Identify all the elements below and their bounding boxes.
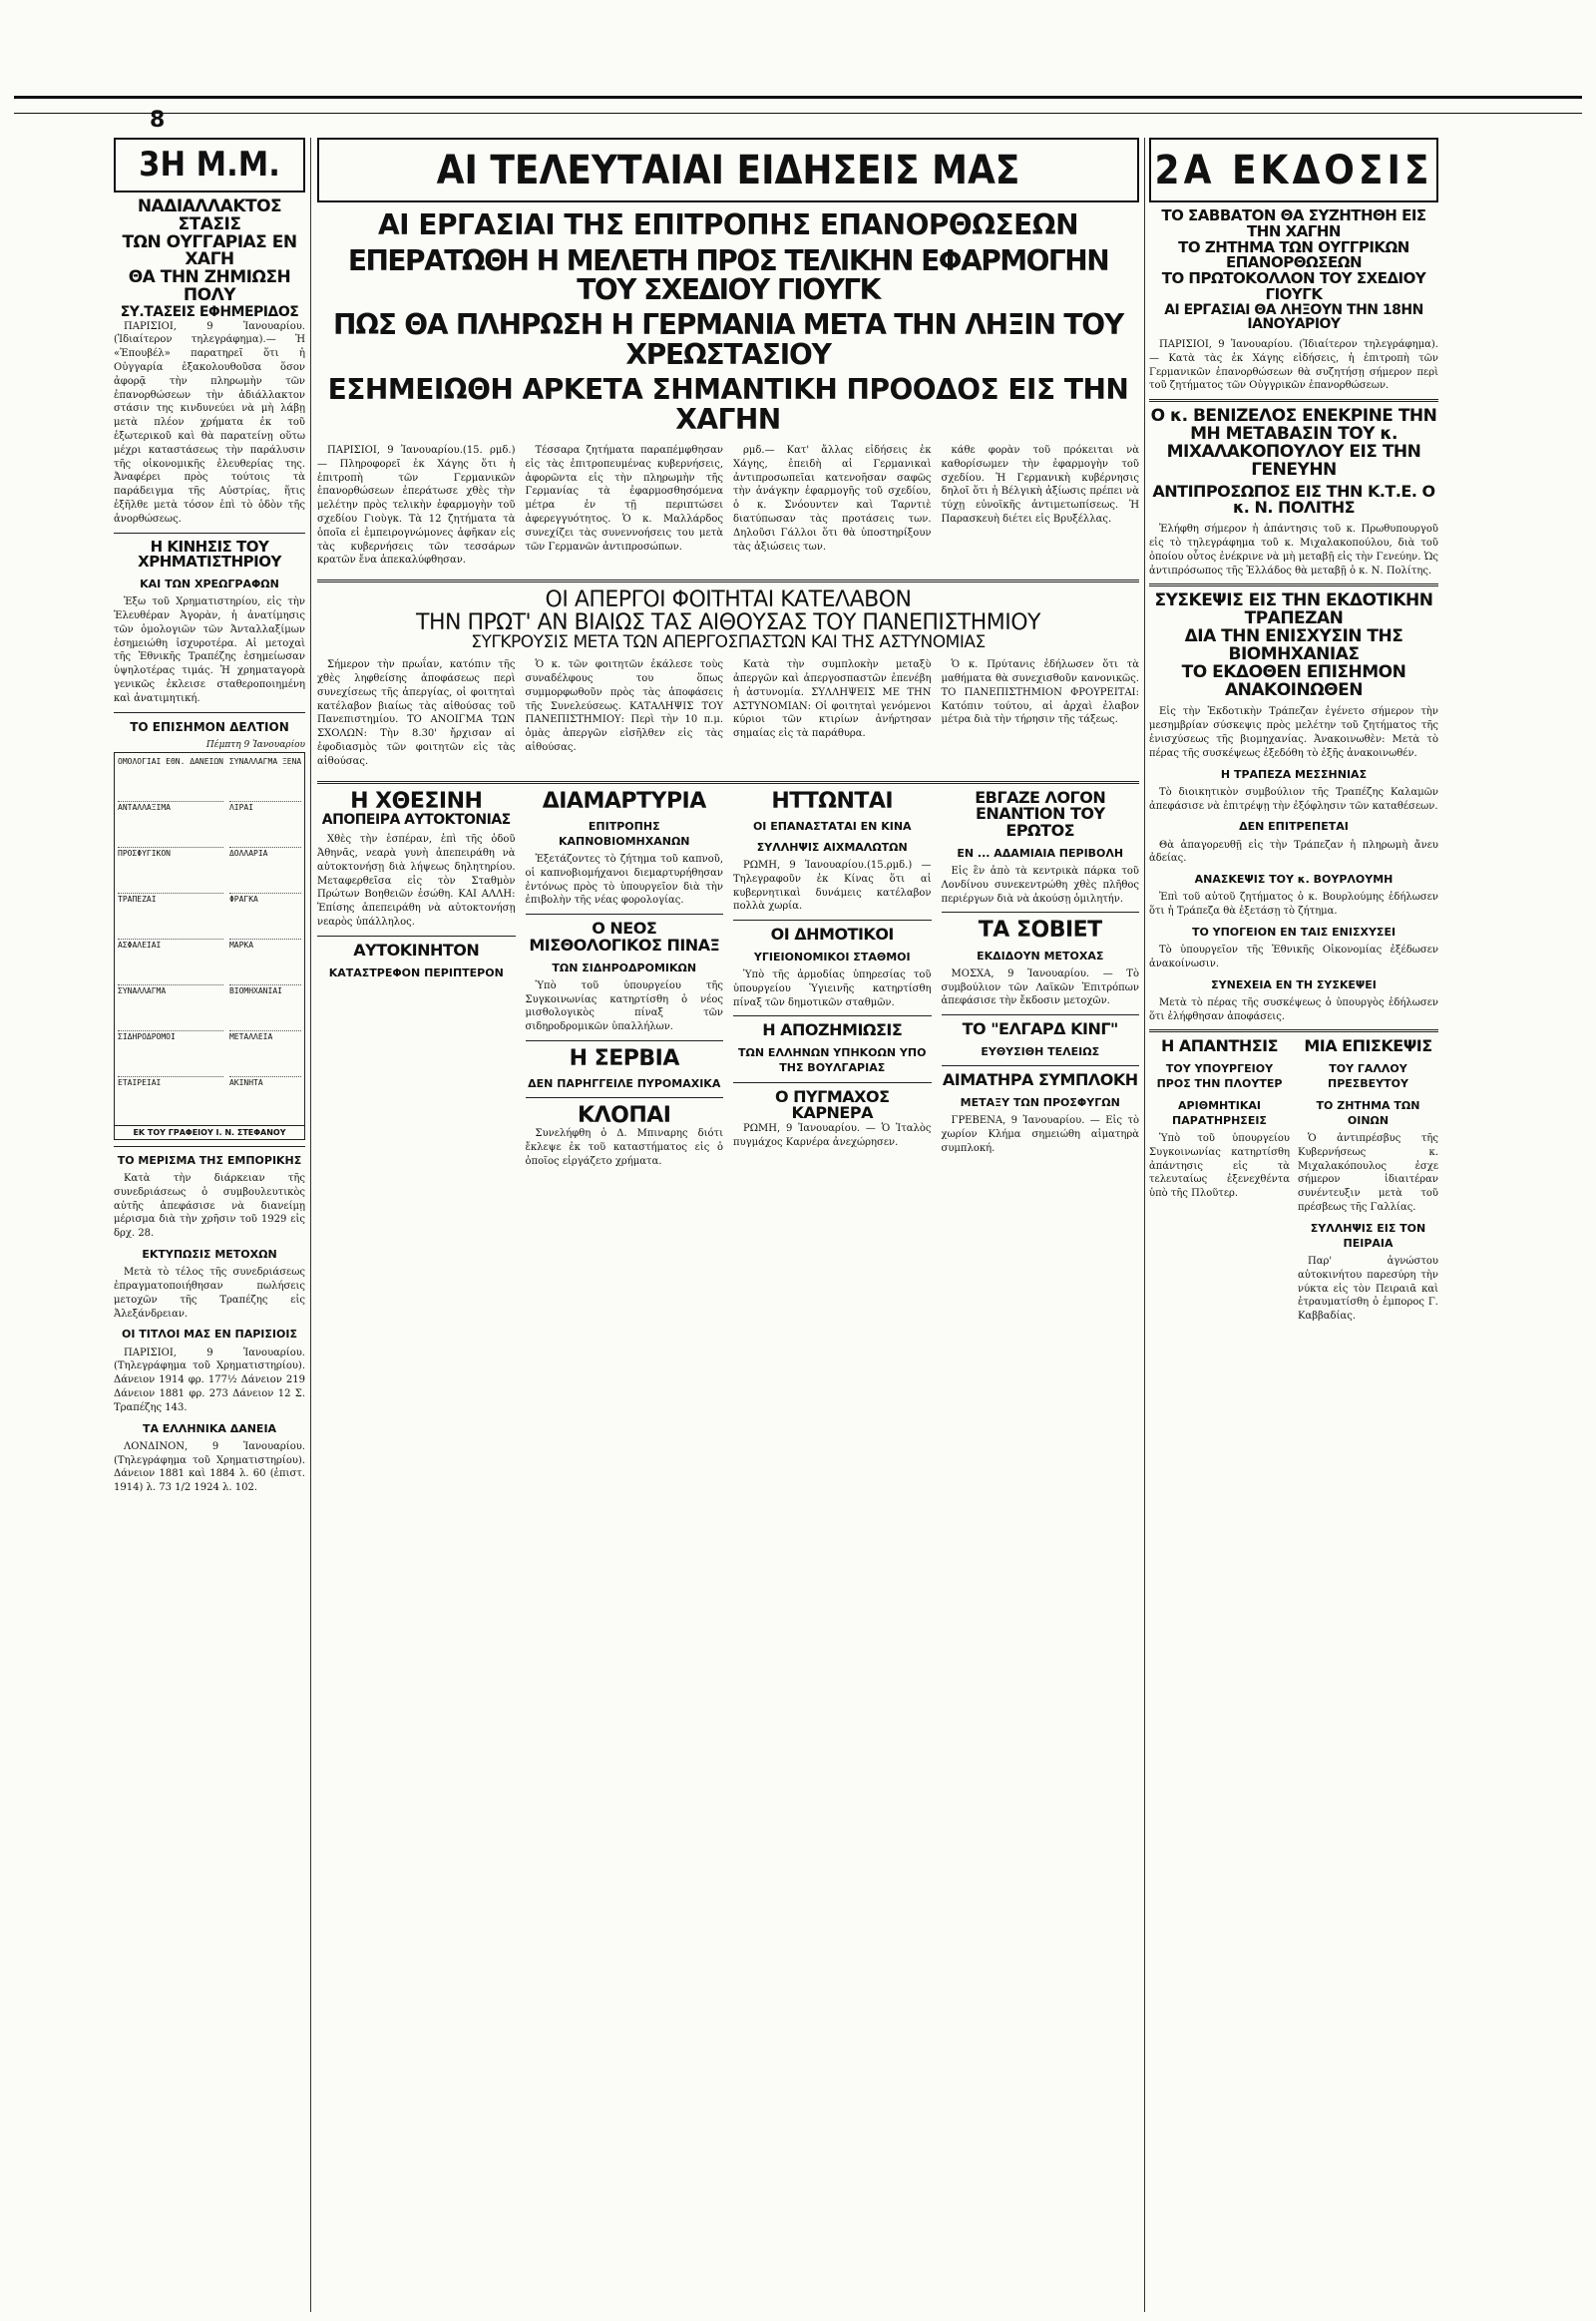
headline-line: ΝΑΔΙΑΛΛΑΚΤΟΣ ΣΤΑΣΙΣ — [137, 195, 282, 234]
right-text: Ἐπὶ τοῦ αὐτοῦ ζητήματος ὁ κ. Βουρλούμης ἐδήλωσεν ὅτι ἡ Τράπεζα θὰ ἐξετάσῃ τὸ ζήτημα. — [1149, 892, 1438, 918]
bulletin-row: ΟΜΟΛΟΓΙΑΙ ΕΘΝ. ΔΑΝΕΙΩΝ — [118, 756, 223, 766]
main-column — [317, 138, 1139, 1175]
article-column: ΠΑΡΙΣΙΟΙ, 9 Ἰανουαρίου.(15. ρμδ.) — Πληροφορεῖ ἐκ Χάγης ὅτι ἡ ἐπιτροπὴ τῶν Γερμανικῶν ἐπανορθώσεων ἐπεράτωσε χθὲς τὴν μελέτην πρὸς τελικὴν ἐφαρμογὴν τοῦ σχεδίου Γιοὺγκ. Τὰ 12 ζητήματα τὰ ὁποῖα εἰ ἐμπειρογνώμονες ἀφῆκαν εἰς τὰς κυβερνήσεις τῶν τεσσάρων κρατῶν ἔνα ἀπεκαλύφθησαν. — [317, 444, 516, 567]
story-reply — [1149, 1038, 1290, 1330]
section-title: ΤΟ ΜΕΡΙΣΜΑ ΤΗΣ ΕΜΠΟΡΙΚΗΣ — [117, 1153, 302, 1167]
story-subtitle: ΕΠΙΤΡΟΠΗΣ ΚΑΠΝΟΒΙΟΜΗΧΑΝΩΝ — [558, 819, 690, 848]
bulletin-table — [114, 752, 305, 1126]
bulletin-col-1 — [118, 756, 223, 1122]
story-text: Ὑπὸ τοῦ ὑπουργείου τῆς Συγκοινωνίας κατηρτίσθη ὁ νέος μισθολογικὸς πίναξ τῶν σιδηροδρομικῶν ὑπαλλήλων. — [525, 979, 723, 1033]
headline-line: ΘΑ ΤΗΝ ΖΗΜΙΩΣΗ ΠΟΛΥ — [128, 267, 291, 306]
bulletin-row: ΑΚΙΝΗΤΑ — [228, 1077, 263, 1087]
story-text: Ἐξετάζοντες τὸ ζήτημα τοῦ καπνοῦ, οἱ καπνοβιομήχανοι διεμαρτυρήθησαν ἐντόνως πρὸς τὸ ὑπουργεῖον διὰ τὴν ἐπιβολὴν τῆς νέας φορολογίας. — [525, 853, 723, 907]
bulletin-row: ΛΙΡΑΙ — [228, 802, 254, 812]
story-text: Ὁ ἀντιπρέσβυς τῆς Κυβερνήσεως κ. Μιχαλακόπουλος ἐσχε σήμερον ἰδιαιτέραν συνέντευξιν μετὰ τοῦ πρέσβεως τῆς Γαλλίας. — [1298, 1132, 1438, 1213]
story-text: Ὑπὸ τοῦ ὑπουργείου Συγκοινωνίας κατηρτίσθη ἀπάντησις εἰς τὰ τελευταίως ἐξενεχθέντα ὑπὸ τῆς Πλοῦτερ. — [1149, 1132, 1290, 1200]
right-headline: ΤΟ ΖΗΤΗΜΑ ΤΩΝ ΟΥΓΓΡΙΚΩΝ ΕΠΑΝΟΡΘΩΣΕΩΝ — [1178, 237, 1409, 272]
right-text: Τὸ διοικητικὸν συμβούλιον τῆς Τραπέζης Καλαμῶν ἀπεφάσισε νὰ ἐπιτρέψῃ τὴν ἐξόφλησιν τῶν καταθέσεων. — [1149, 786, 1438, 812]
story-text: ΡΩΜΗ, 9 Ἰανουαρίου. — Ὁ Ἰταλὸς πυγμάχος Καρνέρα ἀνεχώρησεν. — [733, 1123, 932, 1149]
story-title: ΤΟ "ΕΛΓΑΡΔ ΚΙΝΓ" — [962, 1019, 1118, 1039]
story-title: ΗΤΤΩΝΤΑΙ — [771, 788, 894, 814]
right-subhead: ΤΟ ΥΠΟΓΕΙΟΝ ΕΝ ΤΑΙΣ ΕΝΙΣΧΥΣΕΙ — [1191, 925, 1396, 939]
section-text: Ἐξω τοῦ Χρηματιστηρίου, εἰς τὴν Ἐλευθέραν Ἀγορὰν, ἡ ἀνατίμησις τῶν ὁμολογιῶν τῶν Ἀνταλλαξίμων ἐσημειώθη ἰσχυροτέρα. Αἱ μετοχαὶ τῆς Ἐθνικῆς Τραπέζης ἐσημείωσαν ὑψηλοτέρας τιμάς. Ἡ χρηματαγορὰ γενικῶς ἐκλεισε σταθεροποιημένη καὶ ἀνατιμητική. — [114, 596, 305, 704]
bulletin-row: ΦΡΑΓΚΑ — [228, 894, 258, 904]
bulletin-row: ΠΡΟΣΦΥΓΙΚΟΝ — [118, 848, 171, 858]
article-column: Ὁ κ. Πρύτανις ἐδήλωσεν ὅτι τὰ μαθήματα θὰ συνεχισθοῦν κανονικῶς. ΤΟ ΠΑΝΕΠΙΣΤΗΜΙΟΝ ΦΡΟΥΡΕΙΤΑΙ: Κατόπιν τούτου, αἱ ἀρχαὶ ἐλαβον μέτρα διὰ τὴν τήρησιν τῆς τάξεως. — [941, 659, 1139, 726]
right-bottom-stories — [1149, 1038, 1438, 1330]
article-column: ρμδ.— Κατ' ἄλλας εἰδήσεις ἐκ Χάγης, ἐπειδὴ αἱ Γερμανικαὶ ἀντιπροσωπεῖαι κατενοῆσαν σαφῶς τὴν ἀνάγκην ἐφαρμογῆς τοῦ σχεδίου, ὁ κ. Σνόουντεν καὶ Ταρντιὲ διατύπωσαν τὰς προτάσεις των. Δηλοῦσι Γάλλοι ὅτι θὰ ὑποστηρίξουν τὰς ἀξιώσεις των. — [733, 444, 932, 553]
page-number: 8 — [150, 108, 166, 133]
main-headline-4: ΕΣΗΜΕΙΩΘΗ ΑΡΚΕΤΑ ΣΗΜΑΝΤΙΚΗ ΠΡΟΟΔΟΣ ΕΙΣ ΤΗΝ ΧΑΓΗΝ — [327, 373, 1129, 436]
right-subhead: Η ΤΡΑΠΕΖΑ ΜΕΣΣΗΝΙΑΣ — [1220, 767, 1368, 781]
story-subtitle: ΤΟ ΖΗΤΗΜΑ ΤΩΝ ΟΙΝΩΝ — [1316, 1098, 1420, 1127]
bottom-stories — [317, 787, 1139, 1175]
story-subtitle: ΤΟΥ ΓΑΛΛΟΥ ΠΡΕΣΒΕΥΤΟΥ — [1328, 1062, 1408, 1091]
bulletin-row: ΑΣΦΑΛΕΙΑΙ — [118, 940, 162, 950]
section-title: ΤΑ ΕΛΛΗΝΙΚΑ ΔΑΝΕΙΑ — [142, 1421, 277, 1435]
article-column: Ὁ κ. τῶν φοιτητῶν ἐκάλεσε τοὺς συναδέλφους του ὅπως συμμορφωθοῦν πρὸς τὰς ἀποφάσεις τῆς Συνελεύσεως. ΚΑΤΑΛΗΨΙΣ ΤΟΥ ΠΑΝΕΠΙΣΤΗΜΙΟΥ: Περὶ τὴν 10 π.μ. ὁμὰς ἀπεργῶν εἰσῆλθεν εἰς τὰς αἰθούσας. — [525, 659, 723, 753]
article-column: κάθε φορὰν τοῦ πρόκειται νὰ καθορίσωμεν τὴν ἐφαρμογὴν τοῦ σχεδίου. Ἡ Γερμανικὴ κυβέρνησις δηλοῖ ὅτι ἡ Βέλγικὴ ἀξίωσις πρέπει νὰ τύχῃ εὐνοϊκῆς ἀντιμετωπίσεως. Ἡ Παρασκευὴ διέτει εἰς Βρυξέλλας. — [941, 444, 1139, 525]
story-subtitle: ΑΡΙΘΜΗΤΙΚΑΙ ΠΑΡΑΤΗΡΗΣΕΙΣ — [1172, 1098, 1267, 1127]
column-divider — [1144, 138, 1145, 2312]
bulletin-row: ΕΤΑΙΡΕΙΑΙ — [118, 1077, 162, 1087]
headline-line: ΤΩΝ ΟΥΓΓΑΡΙΑΣ ΕΝ ΧΑΓΗ — [122, 231, 297, 270]
right-text: Μετὰ τὸ πέρας τῆς συσκέψεως ὁ ὑπουργὸς ἐδήλωσεν ὅτι ἐλήφθησαν ἀποφάσεις. — [1149, 996, 1438, 1022]
strike-headline-3: ΣΥΓΚΡΟΥΣΙΣ ΜΕΤΑ ΤΩΝ ΑΠΕΡΓΟΣΠΑΣΤΩΝ ΚΑΙ ΤΗΣ ΑΣΤΥΝΟΜΙΑΣ — [471, 632, 986, 653]
story-text: Χθὲς τὴν ἑσπέραν, ἐπὶ τῆς ὁδοῦ Ἀθηνᾶς, νεαρὰ γυνὴ ἀπεπειράθη νὰ αὐτοκτονήσῃ διὰ λήψεως δηλητηρίου. Μεταφερθεῖσα εἰς τὸν Σταθμὸν Πρώτων Βοηθειῶν ἐσώθη. ΚΑΙ ΑΛΛΗ: Ἐπίσης ἀπεπειράθη νὰ αὐτοκτονήσῃ νεαρὸς ὑπάλληλος. — [317, 834, 516, 929]
section-text: ΠΑΡΙΣΙΟΙ, 9 Ἰανουαρίου. (Τηλεγράφημα τοῦ Χρηματιστηρίου). Δάνειον 1914 φρ. 177½ Δάνειον 219 Δάνειον 1881 φρ. 273 Δάνειον 12 Σ. Τραπέζης 143. — [114, 1347, 305, 1413]
bulletin-row: ΔΟΛΛΑΡΙΑ — [228, 848, 268, 858]
section-subtitle: ΚΑΙ ΤΩΝ ΧΡΕΩΓΡΑΦΩΝ — [140, 578, 279, 591]
section-text: Κατὰ τὴν διάρκειαν τῆς συνεδριάσεως ὁ συμβουλευτικὸς αὐτῆς ἀπεφάσισε νὰ διανείμῃ μέρισμα διὰ τὴν χρῆσιν τοῦ 1929 εἰς δρχ. 28. — [114, 1173, 305, 1240]
story-title: Η ΣΕΡΒΙΑ — [569, 1046, 679, 1072]
story-subtitle: ΤΩΝ ΣΙΔΗΡΟΔΡΟΜΙΚΩΝ — [552, 961, 697, 974]
story-subtitle: ΕΥΘΥΣΙΘΗ ΤΕΛΕΙΩΣ — [981, 1044, 1100, 1058]
main-headline-2: ΕΠΕΡΑΤΩΘΗ Η ΜΕΛΕΤΗ ΠΡΟΣ ΤΕΛΙΚΗΝ ΕΦΑΡΜΟΓΗΝ ΤΟΥ ΣΧΕΔΙΟΥ ΓΙΟΥΓΚ — [347, 243, 1109, 306]
story-subtitle: ΟΙ ΕΠΑΝΑΣΤΑΤΑΙ ΕΝ ΚΙΝΑ — [752, 819, 912, 833]
right-text: Θὰ ἀπαγορευθῇ εἰς τὴν Τράπεζαν ἡ πληρωμὴ ἄνευ ἀδείας. — [1149, 839, 1438, 865]
right-subhead: ΣΥΝΕΧΕΙΑ ΕΝ ΤΗ ΣΥΣΚΕΨΕΙ — [1211, 977, 1377, 991]
story-text: ΡΩΜΗ, 9 Ἰανουαρίου.(15.ρμδ.) — Τηλεγραφοῦν ἐκ Κίνας ὅτι αἱ κυβερνητικαὶ δυνάμεις κατέλαβον πολλὰ χωρία. — [733, 859, 932, 913]
story-subtitle: ΥΓΙΕΙΟΝΟΜΙΚΟΙ ΣΤΑΘΜΟΙ — [753, 950, 911, 964]
section-text: Μετὰ τὸ τέλος τῆς συνεδριάσεως ἐπραγματοποιήθησαν πωλήσεις μετοχῶν τῆς Τραπέζης εἰς Ἀλεξάνδρειαν. — [114, 1267, 305, 1320]
bulletin-row: ΜΕΤΑΛΛΕΙΑ — [228, 1031, 273, 1041]
right-headline: ΑΙ ΕΡΓΑΣΙΑΙ ΘΑ ΛΗΞΟΥΝ ΤΗΝ 18ΗΝ ΙΑΝΟΥΑΡΙΟΥ — [1164, 301, 1423, 333]
story-speech — [941, 787, 1140, 1175]
section-title: Η ΚΙΝΗΣΙΣ ΤΟΥ ΧΡΗΜΑΤΙΣΤΗΡΙΟΥ — [138, 537, 281, 572]
strike-headline-2: ΤΗΝ ΠΡΩΤ' ΑΝ ΒΙΑΙΩΣ ΤΑΣ ΑΙΘΟΥΣΑΣ ΤΟΥ ΠΑΝΕΠΙΣΤΗΜΙΟΥ — [416, 610, 1040, 636]
story-title: ΤΑ ΣΟΒΙΕΤ — [978, 918, 1102, 944]
left-headline — [114, 195, 305, 320]
article-column: Κατὰ τὴν συμπλοκὴν μεταξὺ ἀπεργῶν καὶ ἀπεργοσπαστῶν ἐπενέβη ἡ ἀστυνομία. ΣΥΛΛΗΨΕΙΣ ΜΕ ΤΗΝ ΑΣΤΥΝΟΜΙΑΝ: Οἱ φοιτηταὶ γενόμενοι κύριοι τῶν κτιρίων ἀνήρτησαν σημαίας εἰς τὰ παράθυρα. — [733, 659, 932, 740]
story-visit — [1298, 1038, 1438, 1330]
story-text: Ὑπὸ τῆς ἀρμοδίας ὑπηρεσίας τοῦ ὑπουργείου Ὑγιεινῆς κατηρτίσθη πίναξ τῶν δημοτικῶν σταθμῶν. — [733, 969, 932, 1008]
right-text: Ἐλήφθη σήμερον ἡ ἀπάντησις τοῦ κ. Πρωθυπουργοῦ εἰς τὸ τηλεγράφημα τοῦ κ. Μιχαλακοπούλου, διὰ τοῦ ὁποίου οὗτος ἐνέκρινε νὰ μὴ μεταβῇ εἰς τὴν Γενεύην. Ὡς ἀντιπρόσωπος τῆς Ἑλλάδος θὰ μεταβῇ ὁ κ. Ν. Πολίτης. — [1149, 524, 1438, 577]
right-column — [1149, 138, 1438, 1330]
story-title: ΚΛΟΠΑΙ — [578, 1103, 671, 1129]
story-title: Η ΑΠΑΝΤΗΣΙΣ — [1160, 1036, 1279, 1056]
story-title: Η ΑΠΟΖΗΜΙΩΣΙΣ — [762, 1020, 903, 1040]
strike-article — [317, 658, 1139, 774]
story-subtitle: ΑΠΟΠΕΙΡΑ ΑΥΤΟΚΤΟΝΙΑΣ — [321, 811, 511, 828]
bulletin-row: ΑΝΤΑΛΛΑΞΙΜΑ — [118, 802, 171, 812]
story-title: Ο ΠΥΓΜΑΧΟΣ ΚΑΡΝΕΡΑ — [774, 1086, 890, 1123]
left-lead-text: ΠΑΡΙΣΙΟΙ, 9 Ἰανουαρίου. (Ἰδιαίτερον τηλεγράφημα).— Ἡ «Ἐπουβέλ» παρατηρεῖ ὅτι ἡ Οὐγγαρία ἐξακολουθοῦσα ὅσον ἀφορᾷ τὴν πληρωμὴν τῶν ἐπανορθώσεων τὴν ἀδιάλλακτον στάσιν της κινδυνεύει νὰ μὴ λάβῃ μετὰ πλέον χρήματα ἐκ τοῦ ἐξωτερικοῦ καὶ θὰ παρατείνῃ οὕτω μέχρι καταστάσεως τὴν παράλυσιν τῆς οἰκονομικῆς ἐλευθερίας της. Ἀναφέρει πρὸς τούτοις τὰ παράδειγμα τῆς Αὐστρίας, ἥτις ἐξῆλθε μετὰ τόσον ἐπὶ τὸ ὁδὸν τῆς ἀνορθώσεως. — [114, 320, 305, 525]
bulletin-row: ΤΡΑΠΕΖΑΙ — [118, 894, 157, 904]
strike-headline-1: ΟΙ ΑΠΕΡΓΟΙ ΦΟΙΤΗΤΑΙ ΚΑΤΕΛΑΒΟΝ — [545, 587, 912, 613]
bulletin-row: ΣΥΝΑΛΛΑΓΜΑ — [118, 985, 167, 995]
story-title: ΑΥΤΟΚΙΝΗΤΟΝ — [353, 940, 480, 960]
article-column: Τέσσαρα ζητήματα παραπέμφθησαν εἰς τὰς ἐπιτροπευμένας κυβερνήσεις, ἀφορῶντα εἰς τὴν πληρωμὴν τῆς Γερμανίας τὰ ἐφαρμοσθησόμενα μέτρα ἐν τῇ περιπτώσει ἀφερεγγυότητος. Ὁ κ. Μαλλάρδος συνεχίζει τὰς συνεννοήσεις του μετὰ τῶν Γερμανῶν ἀντιπροσώπων. — [525, 444, 723, 553]
story-subtitle: ΜΕΤΑΞΥ ΤΩΝ ΠΡΟΣΦΥΓΩΝ — [960, 1095, 1120, 1109]
story-protest — [526, 790, 724, 1175]
story-subtitle: ΣΥΛΛΗΨΙΣ ΕΙΣ ΤΟΝ ΠΕΙΡΑΙΑ — [1310, 1221, 1426, 1250]
right-text: Τὸ ὑπουργεῖον τῆς Ἐθνικῆς Οἰκονομίας ἐξέδωσεν ἀνακοίνωσιν. — [1149, 945, 1438, 969]
right-headline: ΤΟ ΣΑΒΒΑΤΟΝ ΘΑ ΣΥΖΗΤΗΘΗ ΕΙΣ ΤΗΝ ΧΑΓΗΝ — [1161, 206, 1426, 240]
story-text: ΓΡΕΒΕΝΑ, 9 Ἰανουαρίου. — Εἰς τὸ χωρίον Κλήμα σημειώθη αἱματηρὰ συμπλοκή. — [941, 1115, 1139, 1154]
right-headline: Ο κ. ΒΕΝΙΖΕΛΟΣ ΕΝΕΚΡΙΝΕ ΤΗΝ ΜΗ ΜΕΤΑΒΑΣΙΝ ΤΟΥ κ. ΜΙΧΑΛΑΚΟΠΟΥΛΟΥ ΕΙΣ ΤΗΝ ΓΕΝΕΥΗΝ — [1150, 406, 1437, 480]
story-title: ΑΙΜΑΤΗΡΑ ΣΥΜΠΛΟΚΗ — [942, 1070, 1138, 1090]
bulletin-row: ΣΥΝΑΛΛΑΓΜΑ ΞΕΝΑ — [228, 756, 302, 766]
story-subtitle: ΕΝ ... ΑΔΑΜΙΑΙΑ ΠΕΡΙΒΟΛΗ — [957, 846, 1124, 860]
right-headline: ΤΟ ΕΚΔΟΘΕΝ ΕΠΙΣΗΜΟΝ ΑΝΑΚΟΙΝΩΘΕΝ — [1181, 661, 1406, 700]
right-text: Εἰς τὴν Ἐκδοτικὴν Τράπεζαν ἐγένετο σήμερον τὴν μεσημβρίαν σύσκεψις πρὸς μελέτην τοῦ ζητήματος τῆς ἐνισχύσεως τῆς βιομηχανίας. Ἀνακοινωθὲν: Μετὰ τὸ πέρας τῆς συσκέψεως ἐξεδόθη τὸ ἑξῆς ἀνακοινωθέν. — [1149, 706, 1438, 759]
section-title: ΟΙ ΤΙΤΛΟΙ ΜΑΣ ΕΝ ΠΑΡΙΣΙΟΙΣ — [122, 1328, 297, 1342]
story-text: Παρ' ἀγνώστου αὐτοκινήτου παρεσύρη τὴν νύκτα εἰς τὸν Πειραιᾶ καὶ ἐτραυματίσθη ὁ ἐμπορος Γ. Καββαδίας. — [1298, 1256, 1438, 1323]
right-headline: ΔΙΑ ΤΗΝ ΕΝΙΣΧΥΣΙΝ ΤΗΣ ΒΙΟΜΗΧΑΝΙΑΣ — [1184, 626, 1403, 664]
story-subtitle: ΤΟΥ ΥΠΟΥΡΓΕΙΟΥ ΠΡΟΣ ΤΗΝ ΠΛΟΥΤΕΡ — [1156, 1062, 1283, 1091]
column-divider — [310, 138, 311, 2312]
right-headline: ΑΝΤΙΠΡΟΣΩΠΟΣ ΕΙΣ ΤΗΝ Κ.Τ.Ε. Ο κ. Ν. ΠΟΛΙΤΗΣ — [1152, 481, 1435, 518]
story-subtitle: ΔΕΝ ΠΑΡΗΓΓΕΙΛΕ ΠΥΡΟΜΑΧΙΚΑ — [528, 1077, 721, 1091]
right-headline: ΤΟ ΠΡΩΤΟΚΟΛΛΟΝ ΤΟΥ ΣΧΕΔΙΟΥ ΓΙΟΥΓΚ — [1161, 269, 1426, 303]
story-text: Συνελήφθη ὁ Δ. Μπιναρης διότι ἔκλεψε ἐκ τοῦ καταστήματος εἰς ὁ ὁποῖος εἰργάζετο χρήματα. — [525, 1128, 723, 1168]
right-subhead: ΑΝΑΣΚΕΨΙΣ ΤΟΥ κ. ΒΟΥΡΛΟΥΜΗ — [1194, 873, 1394, 887]
story-subtitle: ΚΑΤΑΣΤΡΕΦΟΝ ΠΕΡΙΠΤΕΡΟΝ — [328, 966, 504, 979]
left-column — [114, 138, 305, 1501]
story-china — [733, 790, 932, 1175]
story-title: ΔΙΑΜΑΡΤΥΡΙΑ — [542, 788, 706, 814]
bulletin-date: Πέμπτη 9 Ἰανουαρίου — [205, 740, 305, 751]
main-banner: ΑΙ ΤΕΛΕΥΤΑΙΑΙ ΕΙΔΗΣΕΙΣ ΜΑΣ — [317, 138, 1139, 202]
story-title: ΟΙ ΔΗΜΟΤΙΚΟΙ — [770, 925, 894, 945]
section-text: ΛΟΝΔΙΝΟΝ, 9 Ἰανουαρίου. (Τηλεγράφημα τοῦ Χρηματιστηρίου). Δάνειον 1881 καὶ 1884 λ. 60 (ἐπιστ. 1914) λ. 73 1/2 1924 λ. 102. — [114, 1440, 305, 1494]
story-text: Εἰς ἓν ἀπὸ τὰ κεντρικὰ πάρκα τοῦ Λονδίνου συνεκεντρώθη χθὲς πλῆθος περιέργων διὰ νὰ ἀκούσῃ ὁμιλητήν. — [941, 866, 1139, 905]
edition-label: 2Α ΕΚΔΟΣΙΣ — [1149, 138, 1438, 202]
story-title: ΜΙΑ ΕΠΙΣΚΕΨΙΣ — [1304, 1036, 1432, 1056]
story-title: ΕΒΓΑΖΕ ΛΟΓΟΝ — [975, 787, 1106, 807]
story-suicide-attempt — [317, 790, 516, 1175]
bulletin-col-2 — [229, 756, 301, 1122]
bulletin-row: ΒΙΟΜΗΧΑΝΙΑΙ — [228, 985, 282, 995]
story-title: Η ΧΘΕΣΙΝΗ — [350, 788, 483, 814]
right-headline: ΣΥΣΚΕΨΙΣ ΕΙΣ ΤΗΝ ΕΚΔΟΤΙΚΗΝ ΤΡΑΠΕΖΑΝ — [1154, 590, 1433, 629]
right-text: ΠΑΡΙΣΙΟΙ, 9 Ἰανουαρίου. (Ἰδιαίτερον τηλεγράφημα). — Κατὰ τὰς ἐκ Χάγης εἰδήσεις, ἡ ἐπιτροπὴ τῶν Γερμανικῶν ἐπανορθώσεων θὰ συζητήσῃ σήμερον περὶ τοῦ ζητήματος τῶν Οὐγγρικῶν ἐπανορθώσεων. — [1149, 339, 1438, 392]
story-subtitle: ΤΩΝ ΕΛΛΗΝΩΝ ΥΠΗΚΟΩΝ ΥΠΟ ΤΗΣ ΒΟΥΛΓΑΡΙΑΣ — [738, 1046, 927, 1075]
right-subhead: ΔΕΝ ΕΠΙΤΡΕΠΕΤΑΙ — [1239, 820, 1349, 834]
lead-article — [317, 444, 1139, 574]
bulletin-row: ΜΑΡΚΑ — [228, 940, 254, 950]
story-title: ΕΝΑΝΤΙΟΝ ΤΟΥ ΕΡΩΤΟΣ — [975, 804, 1105, 841]
section-title: ΕΚΤΥΠΩΣΙΣ ΜΕΤΟΧΩΝ — [142, 1248, 277, 1262]
story-subtitle: ΕΚΔΙΔΟΥΝ ΜΕΤΟΧΑΣ — [977, 949, 1104, 963]
headline-line: ΣΥ.ΤΑΣΕΙΣ ΕΦΗΜΕΡΙΔΟΣ — [120, 303, 299, 320]
edition-label: 3Η Μ.Μ. — [114, 138, 305, 193]
top-rule — [14, 96, 1582, 114]
bulletin-row: ΣΙΔΗΡΟΔΡΟΜΟΙ — [118, 1031, 176, 1041]
main-headline-3: ΠΩΣ ΘΑ ΠΛΗΡΩΣΗ Η ΓΕΡΜΑΝΙΑ ΜΕΤΑ ΤΗΝ ΛΗΞΙΝ ΤΟΥ ΧΡΕΩΣΤΑΣΙΟΥ — [333, 308, 1123, 371]
story-text: ΜΟΣΧΑ, 9 Ἰανουαρίου. — Τὸ συμβούλιον τῶν Λαϊκῶν Ἐπιτρόπων ἀπεφάσισε τὴν ἔκδοσιν μετοχῶν. — [941, 967, 1139, 1007]
bulletin-title: ΤΟ ΕΠΙΣΗΜΟΝ ΔΕΛΤΙΟΝ — [130, 719, 289, 734]
article-column: Σήμερον τὴν πρωΐαν, κατόπιν τῆς χθὲς ληφθείσης ἀποφάσεως περὶ συνεχίσεως τῆς ἀπεργίας, οἱ φοιτηταὶ κατέλαβον βιαίως τὰς αἰθούσας τοῦ Πανεπιστημίου. ΤΟ ΑΝΟΙΓΜΑ ΤΩΝ ΣΧΟΛΩΝ: Τὴν 8.30' ἤρχισαν αἱ ἐφοδιασμὸς τῶν φοιτητῶν εἰς τὰς αἰθούσας. — [317, 659, 516, 767]
main-headline-1: ΑΙ ΕΡΓΑΣΙΑΙ ΤΗΣ ΕΠΙΤΡΟΠΗΣ ΕΠΑΝΟΡΘΩΣΕΩΝ — [377, 208, 1078, 242]
bulletin-footer: ΕΚ ΤΟΥ ΓΡΑΦΕΙΟΥ Ι. Ν. ΣΤΕΦΑΝΟΥ — [114, 1126, 305, 1140]
story-title: Ο ΝΕΟΣ ΜΙΣΘΟΛΟΓΙΚΟΣ ΠΙΝΑΞ — [529, 919, 720, 955]
story-subtitle: ΣΥΛΛΗΨΙΣ ΑΙΧΜΑΛΩΤΩΝ — [756, 840, 908, 854]
